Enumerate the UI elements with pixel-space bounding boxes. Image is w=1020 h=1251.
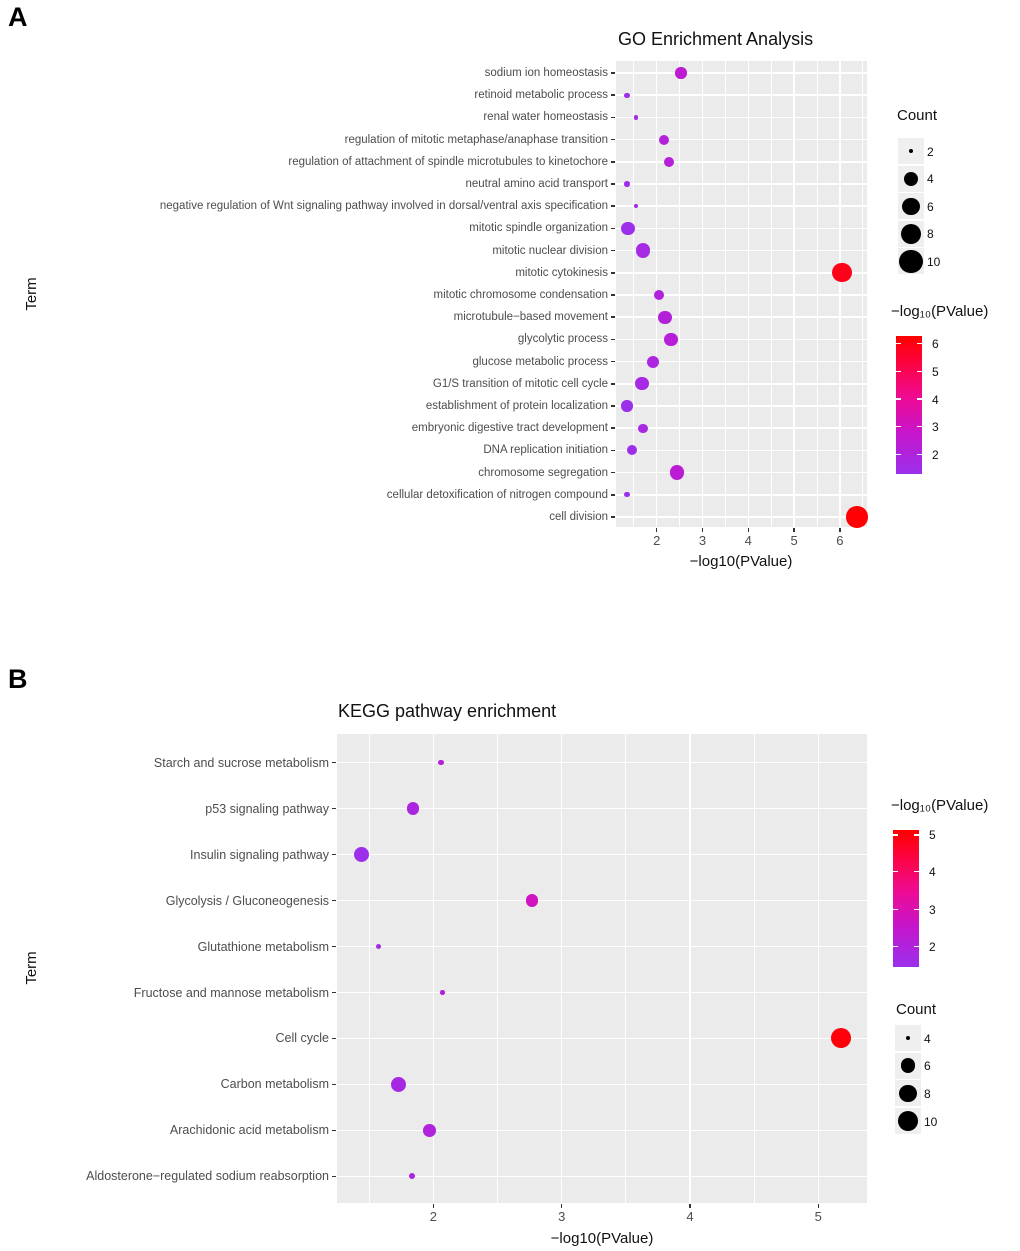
data-point — [664, 333, 677, 346]
grid-row-line — [337, 1038, 867, 1040]
x-axis-tick — [839, 528, 841, 533]
y-axis-tick — [611, 161, 616, 163]
legend-count-label: 4 — [927, 172, 934, 187]
y-axis-label: regulation of attachment of spindle microtubules to kinetochore — [288, 155, 608, 168]
colorbar-tick-label: 2 — [932, 447, 939, 462]
y-axis-label: mitotic nuclear division — [492, 244, 608, 257]
x-tick-label: 5 — [814, 1209, 822, 1224]
x-tick-label: 4 — [744, 533, 752, 548]
y-axis-label: mitotic cytokinesis — [515, 266, 608, 279]
grid-row-line — [616, 250, 867, 252]
y-axis-label: Cell cycle — [275, 1031, 329, 1046]
y-axis-label: embryonic digestive tract development — [411, 422, 608, 435]
y-axis-tick — [611, 361, 616, 363]
legend-count-label: 4 — [924, 1031, 931, 1046]
data-point — [407, 802, 420, 815]
y-axis-label: establishment of protein localization — [425, 400, 608, 412]
y-axis-label: Arachidonic acid metabolism — [169, 1123, 329, 1138]
data-point — [664, 157, 674, 167]
y-axis-tick — [611, 494, 616, 496]
y-axis-tick — [332, 762, 337, 764]
legend-count-label: 2 — [927, 144, 934, 159]
x-axis-tick — [702, 528, 704, 533]
x-axis-tick — [433, 1204, 435, 1209]
grid-minor-line — [754, 734, 755, 1203]
grid-row-line — [616, 94, 867, 96]
x-tick-label: 5 — [790, 533, 798, 548]
data-point — [621, 400, 632, 411]
y-axis-tick — [611, 383, 616, 385]
grid-row-line — [616, 494, 867, 496]
y-axis-label: microtubule−based movement — [453, 311, 608, 324]
colorbar-tick-label: 5 — [932, 365, 939, 380]
data-point — [624, 181, 629, 186]
data-point — [624, 93, 629, 98]
grid-minor-line — [369, 734, 370, 1203]
x-axis-title-a: −log10(PValue) — [689, 553, 793, 570]
y-axis-tick — [332, 900, 337, 902]
x-axis-tick — [748, 528, 750, 533]
y-axis-tick — [332, 808, 337, 810]
y-axis-tick — [332, 1130, 337, 1132]
data-point — [638, 424, 647, 433]
colorbar-tick — [917, 454, 922, 456]
count-legend-title-b: Count — [896, 1001, 937, 1018]
legend-count-label: 8 — [927, 227, 934, 242]
y-axis-label: G1/S transition of mitotic cell cycle — [432, 377, 608, 390]
y-axis-label: negative regulation of Wnt signaling pathway involved in dorsal/ventral axis specification — [159, 200, 608, 213]
data-point — [647, 356, 659, 368]
y-axis-title-b: Term — [23, 951, 40, 985]
y-axis-label: p53 signaling pathway — [205, 801, 329, 816]
data-point — [636, 243, 651, 258]
y-axis-label: renal water homeostasis — [483, 111, 608, 124]
grid-minor-line — [625, 734, 626, 1203]
y-axis-tick — [611, 450, 616, 452]
y-axis-label: glycolytic process — [517, 333, 608, 346]
grid-row-line — [616, 339, 867, 341]
colorbar-tick — [896, 343, 901, 345]
x-tick-label: 4 — [686, 1209, 694, 1224]
y-axis-tick — [611, 205, 616, 207]
grid-row-line — [616, 450, 867, 452]
legend-count-label: 10 — [927, 254, 941, 269]
y-axis-label: cell division — [549, 511, 608, 523]
color-legend-title-b: −log₁₀(PValue) — [891, 797, 989, 814]
y-axis-tick — [611, 294, 616, 296]
y-axis-label: Aldosterone−regulated sodium reabsorption — [86, 1169, 329, 1184]
colorbar-tick — [914, 834, 919, 836]
legend-count-label: 8 — [924, 1086, 931, 1101]
data-point — [409, 1173, 415, 1179]
colorbar-tick-label: 2 — [929, 939, 936, 954]
grid-row-line — [337, 1130, 867, 1132]
y-axis-label: Carbon metabolism — [220, 1077, 329, 1092]
y-axis-tick — [611, 139, 616, 141]
x-axis-tick — [689, 1204, 691, 1209]
data-point — [634, 115, 639, 120]
grid-row-line — [616, 316, 867, 318]
grid-row-line — [337, 854, 867, 856]
y-axis-tick — [611, 117, 616, 119]
colorbar-tick — [914, 946, 919, 948]
grid-row-line — [337, 1176, 867, 1178]
y-axis-tick — [332, 992, 337, 994]
grid-row-line — [337, 1084, 867, 1086]
colorbar-tick-label: 4 — [932, 392, 939, 407]
grid-major-line — [561, 734, 563, 1203]
y-axis-tick — [611, 94, 616, 96]
colorbar-tick — [917, 398, 922, 400]
y-axis-label: cellular detoxification of nitrogen compound — [386, 488, 608, 501]
y-axis-label: sodium ion homeostasis — [484, 67, 608, 79]
grid-row-line — [616, 205, 867, 207]
y-axis-tick — [611, 183, 616, 185]
grid-row-line — [616, 72, 867, 74]
grid-row-line — [616, 139, 867, 141]
y-axis-tick — [611, 228, 616, 230]
grid-row-line — [337, 992, 867, 994]
data-point — [670, 465, 685, 480]
data-point — [440, 990, 445, 995]
legend-count-dot — [901, 224, 921, 244]
y-axis-tick — [332, 1038, 337, 1040]
panel-a-label: A — [8, 2, 28, 32]
panel-b-label: B — [8, 664, 28, 694]
grid-minor-line — [497, 734, 498, 1203]
x-axis-tick — [561, 1204, 563, 1209]
y-axis-tick — [611, 472, 616, 474]
y-axis-label: glucose metabolic process — [472, 355, 608, 368]
y-axis-label: mitotic spindle organization — [469, 222, 608, 235]
y-axis-title-a: Term — [23, 277, 40, 311]
data-point — [658, 311, 671, 324]
colorbar-tick — [917, 426, 922, 428]
y-axis-label: Glutathione metabolism — [197, 939, 329, 954]
colorbar-tick — [917, 371, 922, 373]
y-axis-tick — [332, 854, 337, 856]
grid-row-line — [616, 383, 867, 385]
y-axis-tick — [611, 250, 616, 252]
legend-count-label: 6 — [927, 199, 934, 214]
grid-row-line — [337, 762, 867, 764]
legend-count-label: 10 — [924, 1114, 938, 1129]
grid-row-line — [616, 117, 867, 119]
x-axis-tick — [818, 1204, 820, 1209]
grid-row-line — [616, 161, 867, 163]
chart-title-a: GO Enrichment Analysis — [618, 29, 814, 49]
colorbar-tick-label: 3 — [932, 420, 939, 435]
grid-major-line — [818, 734, 820, 1203]
colorbar-tick — [893, 834, 898, 836]
colorbar-tick — [896, 426, 901, 428]
colorbar-tick — [896, 454, 901, 456]
colorbar-tick — [914, 871, 919, 873]
data-point — [654, 290, 664, 300]
y-axis-label: Fructose and mannose metabolism — [133, 985, 329, 1000]
y-axis-label: neutral amino acid transport — [465, 178, 608, 190]
x-tick-label: 2 — [429, 1209, 438, 1224]
y-axis-label: Starch and sucrose metabolism — [153, 755, 329, 770]
y-axis-tick — [611, 427, 616, 429]
colorbar-tick-label: 3 — [929, 902, 936, 917]
colorbar-tick — [896, 398, 901, 400]
colorbar-tick — [896, 371, 901, 373]
x-axis-tick — [656, 528, 658, 533]
data-point — [423, 1124, 436, 1137]
colorbar-tick-label: 4 — [929, 865, 936, 879]
legend-count-dot — [899, 1085, 916, 1102]
colorbar-tick — [893, 946, 898, 948]
y-axis-label: regulation of mitotic metaphase/anaphase transition — [344, 133, 608, 146]
y-axis-tick — [611, 516, 616, 518]
grid-row-line — [616, 272, 867, 274]
data-point — [846, 506, 867, 527]
legend-count-dot — [898, 1111, 918, 1131]
y-axis-label: chromosome segregation — [478, 466, 608, 479]
x-tick-label: 3 — [698, 533, 707, 548]
x-tick-label: 3 — [558, 1209, 566, 1224]
colorbar-tick — [917, 343, 922, 345]
y-axis-tick — [611, 272, 616, 274]
colorbar-tick-label: 5 — [929, 828, 936, 843]
grid-row-line — [337, 900, 867, 902]
x-tick-label: 2 — [653, 533, 661, 548]
y-axis-label: DNA replication initiation — [483, 444, 608, 457]
y-axis-label: mitotic chromosome condensation — [433, 289, 608, 301]
color-legend-title-a: −log₁₀(PValue) — [891, 303, 989, 320]
legend-count-dot — [904, 172, 918, 186]
grid-row-line — [616, 472, 867, 474]
grid-row-line — [616, 516, 867, 518]
y-axis-label: retinoid metabolic process — [474, 89, 608, 102]
y-axis-tick — [611, 405, 616, 407]
colorbar-tick — [893, 909, 898, 911]
legend-count-dot — [902, 198, 919, 215]
y-axis-tick — [611, 339, 616, 341]
legend-count-dot — [899, 250, 922, 273]
grid-major-line — [689, 734, 691, 1203]
y-axis-label: Insulin signaling pathway — [190, 847, 329, 862]
y-axis-tick — [611, 72, 616, 74]
grid-row-line — [616, 427, 867, 429]
y-axis-tick — [611, 316, 616, 318]
colorbar-tick — [893, 871, 898, 873]
x-tick-label: 6 — [836, 533, 844, 548]
data-point — [659, 135, 669, 145]
grid-row-line — [337, 946, 867, 948]
data-point — [621, 222, 634, 235]
colorbar-tick-label: 6 — [932, 336, 939, 351]
y-axis-tick — [332, 1084, 337, 1086]
x-axis-tick — [793, 528, 795, 533]
chart-title-b: KEGG pathway enrichment — [338, 701, 557, 721]
grid-row-line — [616, 405, 867, 407]
data-point — [376, 944, 381, 949]
y-axis-tick — [332, 946, 337, 948]
y-axis-tick — [332, 1176, 337, 1178]
x-axis-title-b: −log10(PValue) — [550, 1230, 654, 1247]
grid-row-line — [616, 183, 867, 185]
data-point — [675, 67, 686, 78]
legend-count-label: 6 — [924, 1059, 931, 1074]
count-legend-title-a: Count — [897, 107, 938, 124]
y-axis-label: Glycolysis / Gluconeogenesis — [165, 893, 329, 908]
colorbar-tick — [914, 909, 919, 911]
grid-row-line — [616, 228, 867, 230]
legend-count-dot — [901, 1058, 916, 1073]
